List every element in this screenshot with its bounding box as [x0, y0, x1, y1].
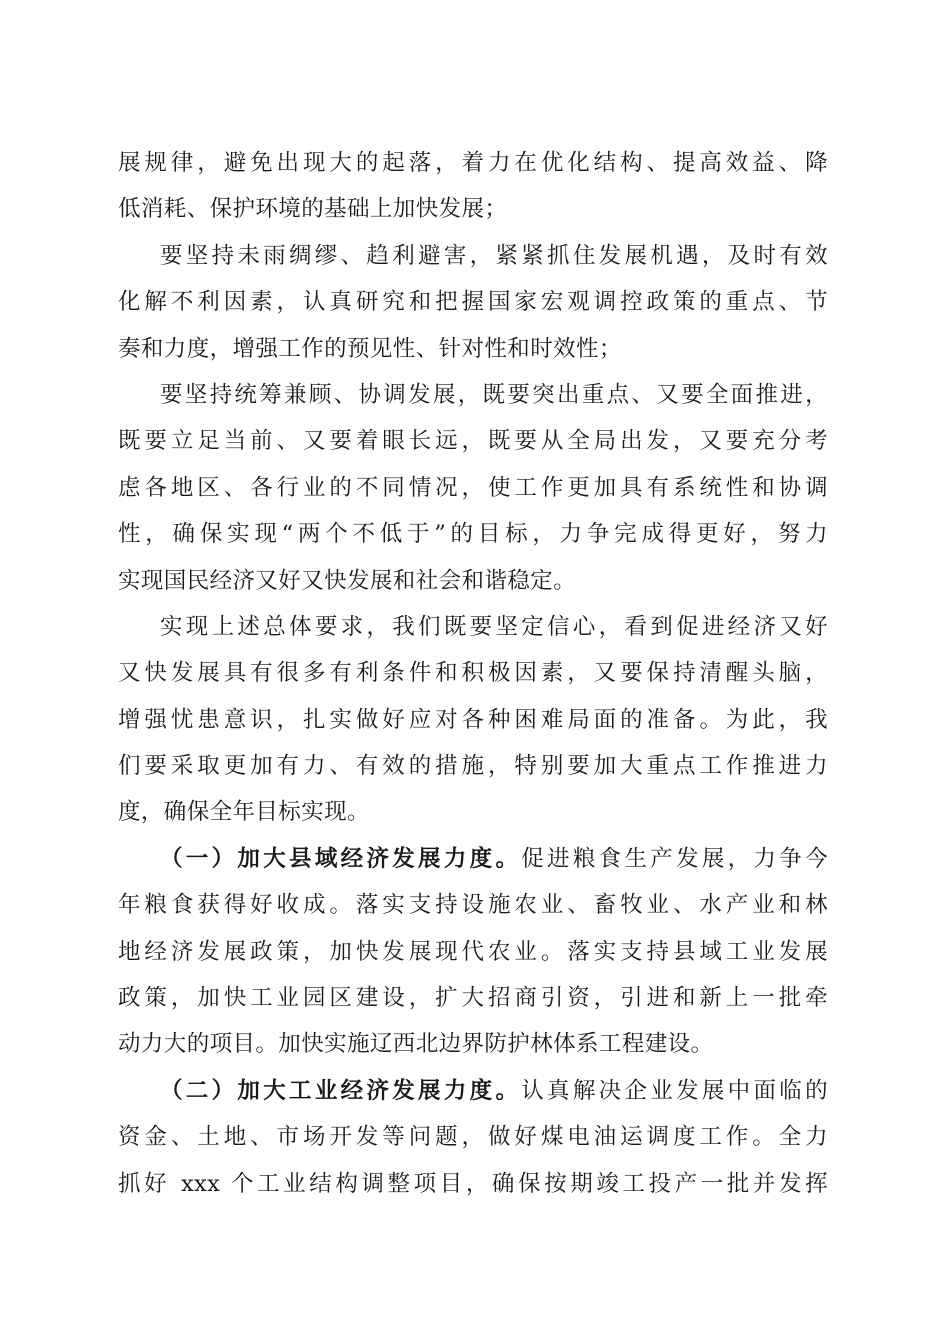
paragraph: [118, 372, 828, 604]
text-line: 政策，加快工业园区建设，扩大招商引资，引进和新上一批牵: [118, 985, 828, 1012]
text-line: 既要立足当前、又要着眼长远，既要从全局出发，又要充分考: [118, 428, 828, 455]
text-line: 虑各地区、各行业的不同情况，使工作更加具有系统性和协调: [118, 474, 828, 501]
text-line: 们要采取更加有力、有效的措施，特别要加大重点工作推进力: [118, 753, 828, 780]
text-line: 性，确保实现“两个不低于”的目标，力争完成得更好，努力: [118, 521, 828, 548]
section-heading: （一）加大县域经济发展力度。: [160, 845, 522, 872]
text-line: 化解不利因素，认真研究和把握国家宏观调控政策的重点、节: [118, 289, 828, 316]
text-line: 抓好 xxx 个工业结构调整项目，确保按期竣工投产一批并发挥: [118, 1170, 828, 1197]
text-line: 又快发展具有很多有利条件和积极因素，又要保持清醒头脑，: [118, 660, 828, 687]
text-line: 要坚持未雨绸缪、趋利避害，紧紧抓住发展机遇，及时有效: [160, 242, 828, 269]
text-line: 奏和力度，增强工作的预见性、针对性和时效性；: [118, 335, 622, 362]
text-line: 资金、土地、市场开发等问题，做好煤电油运调度工作。全力: [118, 1124, 828, 1151]
paragraph: [118, 604, 828, 836]
text-line: 度，确保全年目标实现。: [118, 799, 370, 826]
paragraph: [118, 836, 828, 1068]
text-line: 动力大的项目。加快实施辽西北边界防护林体系工程建设。: [118, 1031, 714, 1058]
text-line: 地经济发展政策，加快发展现代农业。落实支持县域工业发展: [118, 938, 828, 965]
text-line: 年粮食获得好收成。落实支持设施农业、畜牧业、水产业和林: [118, 892, 828, 919]
text-run: 认真解决企业发展中面临的: [521, 1077, 828, 1104]
text-line: [118, 1068, 828, 1114]
text-line: 实现上述总体要求，我们既要坚定信心，看到促进经济又好: [160, 613, 828, 640]
text-line: 实现国民经济又好又快发展和社会和谐稳定。: [118, 567, 577, 594]
text-line: [118, 836, 828, 882]
text-line: 低消耗、保护环境的基础上加快发展；: [118, 196, 508, 223]
text-line: 要坚持统筹兼顾、协调发展，既要突出重点、又要全面推进，: [160, 381, 828, 408]
paragraph: [118, 1068, 828, 1207]
section-heading: （二）加大工业经济发展力度。: [160, 1077, 522, 1104]
paragraph: [118, 233, 828, 372]
document-page: [118, 140, 828, 1207]
paragraph: [118, 140, 828, 233]
text-line: 增强忧患意识，扎实做好应对各种困难局面的准备。为此，我: [118, 706, 828, 733]
text-line: 展规律，避免出现大的起落，着力在优化结构、提高效益、降: [118, 150, 828, 176]
text-run: 促进粮食生产发展，力争今: [521, 845, 828, 872]
